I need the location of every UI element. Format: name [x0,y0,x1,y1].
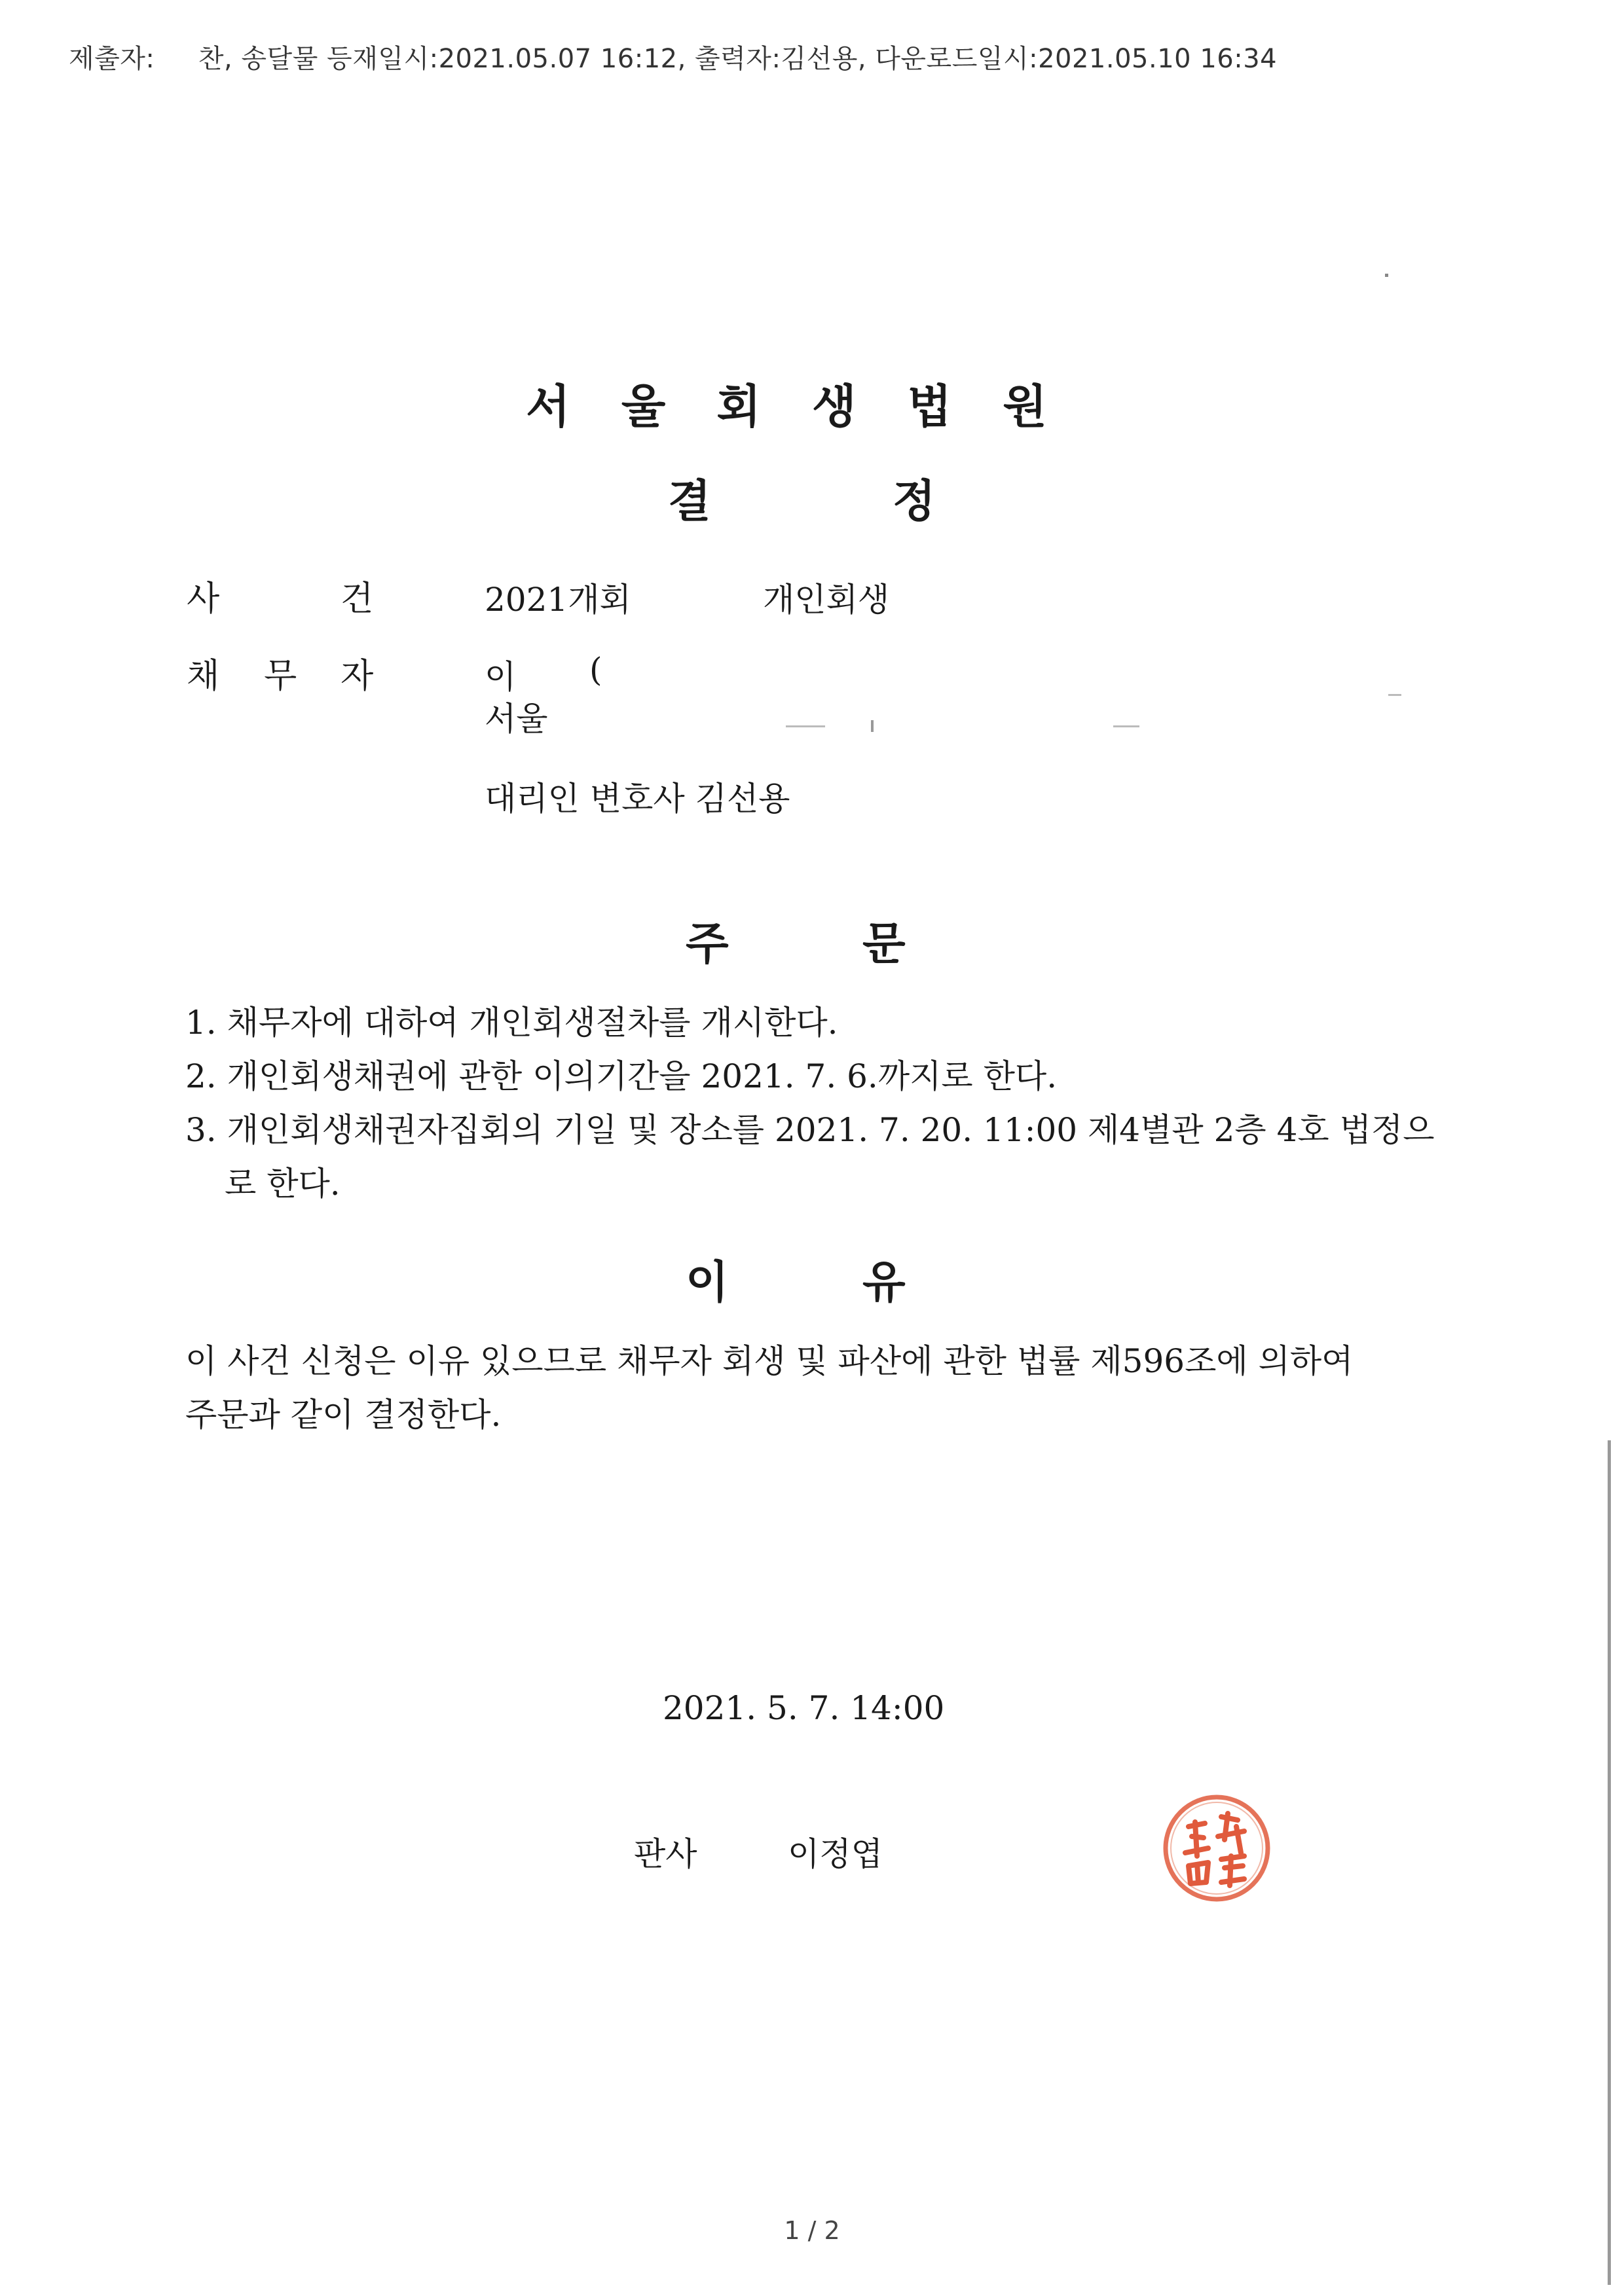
page-number: 1 / 2 [784,2216,840,2245]
order-heading-char-2: 문 [862,919,906,970]
case-number: 2021개회 [485,581,631,619]
scan-speck [1385,274,1388,277]
scan-edge-line [1608,1440,1611,2285]
debtor-agent: 대리인 변호사 김선용 [485,780,790,818]
submission-info: 찬, 송달물 등재일시:2021.05.07 16:12, 출력자:김선용, 다운로드일시:2021.05.10 16:34 [198,44,1278,74]
doc-type-char-1: 결 [668,476,711,528]
reason-line-1: 이 사건 신청은 이유 있으므로 채무자 회생 및 파산에 관한 법률 제596조에 의하여 [185,1342,1354,1380]
redaction-mark [1113,725,1139,727]
order-item-1: 1. 채무자에 대하여 개인회생절차를 개시한다. [185,1004,838,1042]
decision-date: 2021. 5. 7. 14:00 [663,1689,945,1727]
redaction-mark [871,720,874,732]
debtor-paren: ( [589,651,602,689]
debtor-label-char-3: 자 [341,657,374,696]
court-name: 서울회생법원 [526,380,1098,433]
debtor-name: 이 [485,658,517,696]
case-label-char-1: 사 [187,579,220,619]
doc-type-char-2: 정 [893,476,936,528]
order-item-3: 3. 개인회생채권자집회의 기일 및 장소를 2021. 7. 20. 11:00 제4별관 2층 4호 법정으 [185,1111,1435,1149]
submitter-label: 제출자: [69,44,155,74]
reason-heading-char-2: 유 [862,1257,906,1309]
case-label-char-2: 건 [341,579,374,619]
reason-line-2: 주문과 같이 결정한다. [185,1396,502,1434]
debtor-label-char-2: 무 [264,657,297,696]
judge-title: 판사 [634,1835,697,1873]
debtor-label-char-1: 채 [187,657,220,696]
reason-heading-char-1: 이 [686,1257,729,1309]
redaction-mark [786,725,825,727]
order-heading-char-1: 주 [686,919,729,970]
case-type: 개인회생 [763,581,890,619]
judge-name: 이정엽 [788,1835,883,1873]
judge-seal-stamp [1159,1791,1274,1905]
order-item-3-cont: 로 한다. [225,1165,341,1203]
order-item-2: 2. 개인회생채권에 관한 이의기간을 2021. 7. 6.까지로 한다. [185,1057,1058,1095]
submission-header [69,38,1277,75]
redaction-mark [1388,694,1401,696]
debtor-address: 서울 [485,700,548,738]
